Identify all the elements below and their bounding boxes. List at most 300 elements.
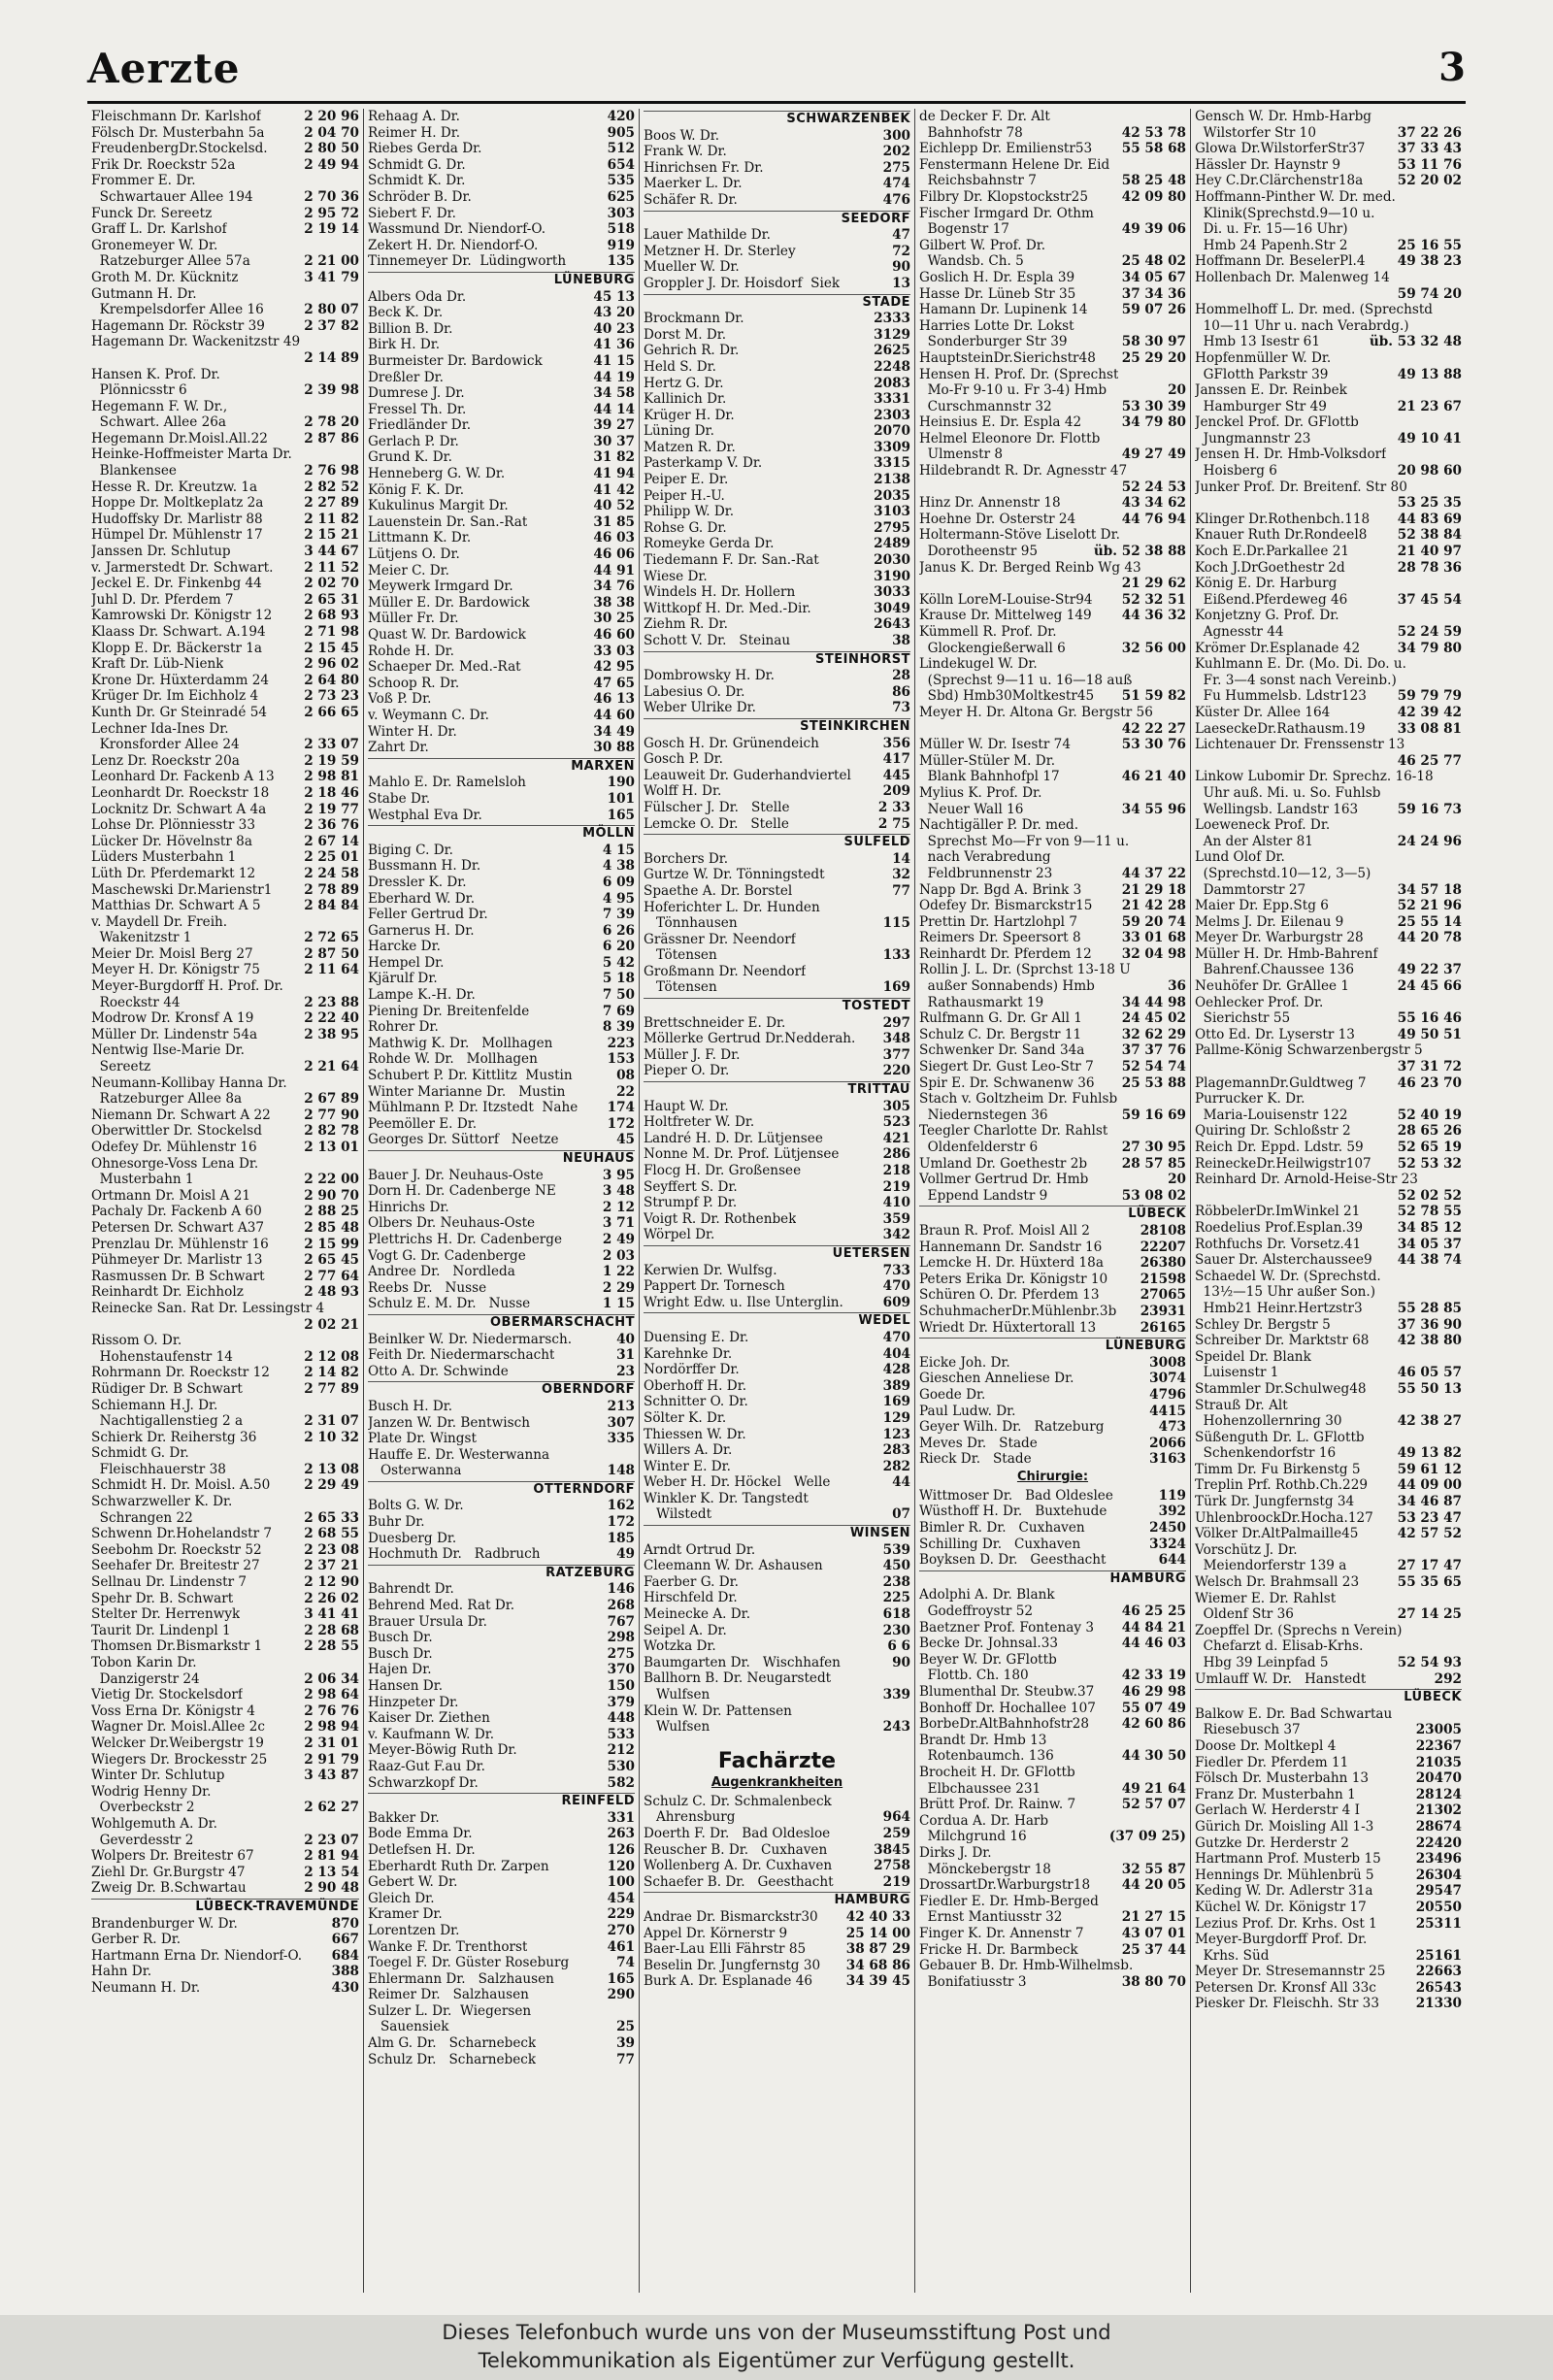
- listing-name: Hinz Dr. Annenstr 18: [919, 495, 1061, 512]
- listing-row: [91, 1510, 359, 1527]
- listing-name: Hmb21 Heinr.Hertzstr3: [1195, 1300, 1363, 1316]
- listing-row: [919, 1845, 1186, 1862]
- listing-number: 2 13 08: [304, 1461, 359, 1477]
- listing-number: 52 38 84: [1397, 527, 1462, 544]
- listing-name: Melms J. Dr. Eilenau 9: [1195, 913, 1344, 930]
- listing-number: [1182, 1958, 1186, 1974]
- listing-name: Rohrer Dr.: [368, 1019, 439, 1036]
- listing-row: [1195, 1333, 1462, 1349]
- archive-notice: [0, 2315, 1553, 2380]
- listing-name: Schwenn Dr.Hohelandstr 7: [91, 1526, 273, 1542]
- listing-row: [644, 1179, 910, 1196]
- listing-row: [644, 391, 910, 408]
- listing-number: 22: [616, 1083, 635, 1100]
- listing-number: [1458, 737, 1462, 753]
- listing-name: Wulfsen: [644, 1687, 710, 1702]
- listing-row: [1195, 576, 1462, 592]
- listing-number: 34 57 18: [1397, 881, 1462, 898]
- city-heading: LÜNEBURG: [368, 272, 635, 289]
- listing-row: [644, 1459, 910, 1475]
- listing-number: 238: [882, 1573, 910, 1590]
- listing-number: 512: [607, 141, 635, 157]
- listing-row: [91, 834, 359, 850]
- listing-number: 42 53 78: [1121, 124, 1186, 141]
- listing-name: Wotzka Dr.: [644, 1638, 716, 1655]
- listing-number: 28: [892, 668, 910, 684]
- listing-number: 533: [607, 1726, 635, 1742]
- listing-row: [368, 1447, 635, 1464]
- page-header: [87, 43, 1466, 104]
- listing-row: [91, 189, 359, 206]
- listing-name: Bahrenf.Chaussee 136: [1195, 962, 1354, 978]
- listing-number: 4 38: [602, 858, 635, 875]
- listing-name: Blank Bahnhofpl 17: [919, 769, 1060, 785]
- listing-name: Wittkopf H. Dr. Med.-Dir.: [644, 600, 811, 616]
- listing-number: 454: [607, 1890, 635, 1906]
- listing-row: [1195, 1445, 1462, 1462]
- listing-number: 667: [331, 1932, 359, 1948]
- listing-number: 2 80 50: [304, 141, 359, 157]
- listing-name: Odefey Dr. Bismarckstr15: [919, 898, 1093, 914]
- listing-row: [91, 1091, 359, 1107]
- listing-name: Flottb. Ch. 180: [919, 1668, 1029, 1684]
- listing-row: [1195, 1204, 1462, 1220]
- listing-row: [91, 898, 359, 914]
- listing-row: [91, 849, 359, 866]
- listing-number: 08: [616, 1068, 635, 1084]
- listing-number: [355, 173, 359, 189]
- listing-name: Feller Gertrud Dr.: [368, 907, 488, 923]
- listing-number: 212: [607, 1742, 635, 1759]
- listing-number: [1182, 109, 1186, 125]
- listing-number: [1458, 1398, 1462, 1414]
- listing-number: 32 04 98: [1121, 945, 1186, 962]
- listing-number: 53 25 35: [1397, 495, 1462, 512]
- listing-number: 40: [616, 1331, 635, 1347]
- listing-number: [1458, 206, 1462, 222]
- listing-number: 3163: [1149, 1451, 1186, 1468]
- listing-number: 49: [616, 1546, 635, 1563]
- listing-row: [1195, 1381, 1462, 1398]
- listing-name: Hennings Dr. Mühlenbrü 5: [1195, 1867, 1374, 1883]
- listing-number: 3 41 79: [304, 269, 359, 285]
- listing-row: [644, 1506, 910, 1523]
- directory-column-4: [914, 109, 1190, 2293]
- listing-number: 20550: [1415, 1899, 1462, 1915]
- listing-row: [91, 1140, 359, 1156]
- listing-number: 49 10 41: [1397, 430, 1462, 446]
- listing-name: Schmidt K. Dr.: [368, 173, 466, 189]
- listing-number: [1182, 367, 1186, 383]
- listing-name: Fleischmann Dr. Karlshof: [91, 109, 261, 124]
- listing-number: 73: [892, 700, 910, 716]
- listing-row: [91, 688, 359, 705]
- listing-number: [1182, 157, 1186, 174]
- listing-name: Seehafer Dr. Breitestr 27: [91, 1558, 260, 1574]
- listing-name: Janssen Dr. Schlutup: [91, 544, 231, 560]
- listing-name: Gürich Dr. Moisling All 1-3: [1195, 1818, 1374, 1835]
- listing-number: [1182, 1652, 1186, 1669]
- listing-row: [91, 1655, 359, 1671]
- listing-name: Boos W. Dr.: [644, 127, 720, 144]
- listing-name: Balkow E. Dr. Bad Schwartau: [1195, 1705, 1393, 1722]
- listing-name: Plettrichs H. Dr. Cadenberge: [368, 1231, 563, 1247]
- listing-number: 2 27 89: [304, 495, 359, 512]
- listing-row: [919, 350, 1186, 367]
- listing-number: 7 50: [602, 987, 635, 1004]
- listing-number: 90: [892, 1654, 910, 1670]
- listing-number: 43 34 62: [1121, 495, 1186, 512]
- listing-number: [355, 914, 359, 931]
- listing-row: [919, 769, 1186, 785]
- listing-name: Sprechst Mo—Fr von 9—11 u.: [919, 833, 1130, 849]
- listing-number: 3190: [874, 568, 910, 584]
- listing-row: [91, 753, 359, 770]
- listing-row: [644, 1590, 910, 1606]
- listing-name: Bonhoff Dr. Hochallee 107: [919, 1700, 1096, 1716]
- listing-row: [1195, 1542, 1462, 1559]
- listing-number: 123: [882, 1426, 910, 1442]
- listing-name: Treplin Prf. Rothb.Ch.229: [1195, 1477, 1368, 1494]
- listing-number: 174: [607, 1100, 635, 1116]
- listing-row: [91, 1172, 359, 1188]
- listing-number: 150: [607, 1678, 635, 1694]
- listing-row: [91, 1623, 359, 1639]
- listing-row: [919, 1419, 1186, 1436]
- listing-name: Dombrowsky H. Dr.: [644, 668, 775, 684]
- listing-name: Tiedemann F. Dr. San.-Rat: [644, 552, 819, 569]
- listing-number: [1458, 1542, 1462, 1559]
- listing-number: 58 25 48: [1121, 173, 1186, 189]
- listing-number: 148: [607, 1463, 635, 1479]
- listing-number: 286: [882, 1146, 910, 1163]
- listing-number: 52 40 19: [1397, 1107, 1462, 1123]
- listing-name: Ulmenstr 8: [919, 446, 1004, 463]
- listing-number: 2795: [874, 519, 910, 536]
- listing-name: Meyer-Böwig Ruth Dr.: [368, 1742, 517, 1759]
- listing-row: [91, 446, 359, 463]
- listing-row: [919, 1504, 1186, 1520]
- listing-name: Beyer W. Dr. GFlottb: [919, 1651, 1057, 1668]
- listing-name: Hmb 24 Papenh.Str 2: [1195, 237, 1348, 253]
- listing-name: Sbd) Hmb30Moltkestr45: [919, 688, 1095, 705]
- listing-name: Napp Dr. Bgd A. Brink 3: [919, 881, 1082, 898]
- listing-number: 445: [882, 767, 910, 783]
- listing-name: Gurtze W. Dr. Tönningstedt: [644, 867, 825, 883]
- listing-row: [91, 1848, 359, 1865]
- listing-number: 6 09: [602, 874, 635, 890]
- listing-row: [368, 1280, 635, 1297]
- listing-row: [1195, 898, 1462, 914]
- listing-row: [644, 900, 910, 916]
- listing-row: [368, 253, 635, 270]
- listing-number: [1182, 1845, 1186, 1862]
- listing-name: Stelter Dr. Herrenwyk: [91, 1606, 241, 1623]
- listing-name: Hollenbach Dr. Malenweg 14: [1195, 269, 1390, 285]
- listing-number: 2 19 14: [304, 221, 359, 238]
- listing-number: 49 13 88: [1397, 366, 1462, 382]
- listing-number: 27 14 25: [1397, 1606, 1462, 1623]
- listing-row: [368, 1646, 635, 1663]
- listing-row: [919, 753, 1186, 770]
- listing-number: 2 98 64: [304, 1687, 359, 1703]
- listing-name: Eberhardt Ruth Dr. Zarpen: [368, 1858, 549, 1874]
- listing-name: Hoffmann Dr. BeselerPl.4: [1195, 253, 1366, 270]
- listing-name: Rohde W. Dr. Mollhagen: [368, 1051, 538, 1068]
- listing-number: 21 29 18: [1121, 881, 1186, 898]
- listing-name: Welcker Dr.Weibergstr 19: [91, 1735, 264, 1751]
- listing-row: [644, 1195, 910, 1211]
- listing-name: Reimer H. Dr.: [368, 124, 461, 141]
- listing-number: 964: [882, 1809, 910, 1826]
- listing-row: [1195, 1059, 1462, 1075]
- listing-name: Hey C.Dr.Clärchenstr18a: [1195, 173, 1364, 189]
- listing-row: [919, 1010, 1186, 1027]
- listing-number: 100: [607, 1874, 635, 1891]
- listing-number: [1458, 576, 1462, 592]
- listing-row: [1195, 399, 1462, 415]
- listing-row: [644, 601, 910, 617]
- listing-number: 2 13 54: [304, 1864, 359, 1880]
- listing-number: 72: [892, 243, 910, 259]
- listing-number: 23931: [1140, 1303, 1186, 1319]
- listing-number: 49 21 64: [1121, 1780, 1186, 1797]
- listing-name: Cleemann W. Dr. Ashausen: [644, 1558, 823, 1574]
- listing-number: 3008: [1149, 1354, 1186, 1371]
- listing-name: Gensch W. Dr. Hmb-Harbg: [1195, 109, 1372, 124]
- listing-name: Kraft Dr. Lüb-Nienk: [91, 656, 224, 673]
- city-heading: LÜBECK-TRAVEMÜNDE: [91, 1899, 359, 1916]
- listing-number: 40 23: [593, 320, 635, 337]
- listing-row: [1195, 382, 1462, 399]
- listing-row: [644, 144, 910, 160]
- listing-number: [1458, 318, 1462, 335]
- listing-row: [1195, 624, 1462, 641]
- listing-number: 22663: [1415, 1964, 1462, 1980]
- listing-row: [368, 514, 635, 531]
- listing-row: [1195, 1317, 1462, 1334]
- listing-name: Riebes Gerda Dr.: [368, 141, 482, 157]
- listing-number: 618: [882, 1606, 910, 1623]
- listing-row: [1195, 1638, 1462, 1655]
- listing-row: [1195, 1770, 1462, 1787]
- listing-name: Faerber G. Dr.: [644, 1573, 739, 1590]
- listing-number: 473: [1158, 1419, 1186, 1436]
- listing-row: [368, 1874, 635, 1891]
- listing-number: 209: [882, 783, 910, 800]
- listing-name: Uhr auß. Mi. u. So. Fuhlsb: [1195, 784, 1381, 801]
- listing-row: [91, 350, 359, 367]
- listing-name: Eppend Landstr 9: [919, 1187, 1048, 1204]
- listing-row: [368, 434, 635, 450]
- listing-name: Knauer Ruth Dr.Rondeel8: [1195, 527, 1368, 544]
- listing-number: 229: [607, 1906, 635, 1923]
- listing-name: Wassmund Dr. Niendorf-O.: [368, 221, 546, 238]
- listing-name: Spehr Dr. B. Schwart: [91, 1590, 234, 1606]
- listing-row: [1195, 1365, 1462, 1381]
- listing-name: Fressel Th. Dr.: [368, 401, 467, 417]
- listing-number: 115: [882, 915, 910, 932]
- listing-row: [91, 1719, 359, 1735]
- listing-row: [919, 157, 1186, 174]
- listing-row: [1195, 688, 1462, 705]
- listing-number: [1182, 817, 1186, 834]
- listing-row: [919, 914, 1186, 931]
- listing-name: Meywerk Irmgard Dr.: [368, 578, 513, 595]
- listing-number: 86: [892, 683, 910, 700]
- listing-row: [644, 1909, 910, 1926]
- listing-row: [644, 1263, 910, 1279]
- listing-name: Behrend Med. Rat Dr.: [368, 1598, 515, 1614]
- listing-row: [368, 1019, 635, 1036]
- listing-number: [1458, 1349, 1462, 1366]
- listing-row: [919, 1537, 1186, 1553]
- listing-name: Oldenfelderstr 6: [919, 1140, 1039, 1155]
- listing-row: [91, 1107, 359, 1124]
- listing-row: [1195, 673, 1462, 689]
- listing-row: [644, 504, 910, 520]
- listing-number: [1458, 1591, 1462, 1607]
- listing-row: [1195, 495, 1462, 512]
- listing-row: [644, 1973, 910, 1990]
- listing-row: [91, 253, 359, 270]
- listing-row: [368, 691, 635, 708]
- listing-number: 2 98 94: [304, 1719, 359, 1735]
- listing-name: Bauer J. Dr. Neuhaus-Oste: [368, 1167, 544, 1183]
- listing-name: Prettin Dr. Hartzlohpl 7: [919, 913, 1077, 930]
- listing-name: Hamburger Str 49: [1195, 398, 1327, 414]
- listing-name: Piening Dr. Breitenfelde: [368, 1003, 530, 1019]
- listing-number: 33 03: [593, 643, 635, 659]
- listing-row: [919, 253, 1186, 270]
- listing-row: [644, 1670, 910, 1687]
- listing-name: Luisenstr 1: [1195, 1365, 1279, 1381]
- listing-name: Meyer H. Dr. Altona Gr. Bergstr 56: [919, 704, 1153, 720]
- listing-row: [644, 1655, 910, 1671]
- listing-name: Maier Dr. Epp.Stg 6: [1195, 898, 1329, 914]
- listing-name: Musterbahn 1: [91, 1172, 194, 1188]
- listing-name: Sauensiek: [368, 2019, 449, 2035]
- city-heading: HAMBURG: [919, 1570, 1186, 1588]
- listing-row: [368, 1364, 635, 1380]
- listing-row: [1195, 656, 1462, 673]
- listing-name: Krhs. Süd: [1195, 1947, 1270, 1964]
- listing-number: 2 12: [602, 1199, 635, 1215]
- listing-number: 223: [607, 1035, 635, 1051]
- city-heading: RATZEBURG: [368, 1565, 635, 1582]
- listing-number: 230: [882, 1622, 910, 1638]
- listing-name: Rulfmann G. Dr. Gr All 1: [919, 1010, 1082, 1027]
- listing-row: [91, 206, 359, 222]
- listing-number: [355, 1075, 359, 1092]
- listing-name: Schulz C. Dr. Bergstr 11: [919, 1026, 1082, 1042]
- listing-row: [919, 446, 1186, 463]
- listing-number: 46 03: [593, 530, 635, 546]
- listing-name: Lenz Dr. Roeckstr 20a: [91, 752, 240, 769]
- listing-row: [91, 1237, 359, 1253]
- listing-name: Dorst M. Dr.: [644, 326, 727, 343]
- listing-row: [368, 1132, 635, 1148]
- listing-name: Völker Dr.AltPalmaille45: [1195, 1526, 1359, 1542]
- listing-row: [919, 802, 1186, 818]
- listing-name: Meyer H. Dr. Königstr 75: [91, 962, 260, 978]
- listing-name: Stammler Dr.Schulweg48: [1195, 1380, 1367, 1397]
- listing-name: Winkler K. Dr. Tangstedt: [644, 1490, 809, 1506]
- listing-row: [368, 1810, 635, 1827]
- listing-number: 342: [882, 1227, 910, 1243]
- listing-row: [91, 1010, 359, 1027]
- listing-name: Doerth F. Dr. Bad Oldesloe: [644, 1825, 831, 1841]
- listing-name: Meyer-Burgdorff H. Prof. Dr.: [91, 978, 283, 995]
- listing-number: 30 25: [593, 611, 635, 627]
- listing-name: Rehaag A. Dr.: [368, 109, 460, 124]
- listing-name: Rissom O. Dr.: [91, 1333, 182, 1349]
- listing-number: 2 19 77: [304, 801, 359, 817]
- listing-number: 34 05 67: [1121, 269, 1186, 285]
- listing-number: 2 12 90: [304, 1574, 359, 1591]
- listing-name: Nachtigäller P. Dr. med.: [919, 817, 1079, 834]
- listing-row: [644, 1638, 910, 1655]
- listing-name: Beck K. Dr.: [368, 305, 444, 321]
- listing-name: Sellnau Dr. Lindenstr 7: [91, 1574, 248, 1591]
- listing-row: [644, 1031, 910, 1047]
- listing-number: [1458, 1284, 1462, 1301]
- listing-row: [91, 802, 359, 818]
- listing-name: Kronsforder Allee 24: [91, 737, 240, 753]
- listing-row: [919, 930, 1186, 946]
- listing-number: 39: [616, 2035, 635, 2052]
- listing-row: [91, 1252, 359, 1269]
- listing-name: Spir E. Dr. Schwanenw 36: [919, 1074, 1095, 1091]
- listing-number: 2 70 36: [304, 188, 359, 205]
- listing-number: 2 78 20: [304, 414, 359, 431]
- listing-number: [355, 1445, 359, 1462]
- listing-name: Otto A. Dr. Schwinde: [368, 1363, 509, 1379]
- listing-row: [919, 221, 1186, 238]
- listing-name: Reuscher B. Dr. Cuxhaven: [644, 1841, 828, 1858]
- listing-name: Busch Dr.: [368, 1645, 433, 1662]
- listing-number: 2333: [874, 311, 910, 327]
- listing-name: Bonifatiusstr 3: [919, 1973, 1027, 1990]
- listing-number: [355, 978, 359, 995]
- listing-number: [907, 1491, 910, 1507]
- listing-row: [368, 659, 635, 676]
- listing-number: 44 60: [593, 707, 635, 723]
- listing-number: 146: [607, 1581, 635, 1598]
- listing-name: DrossartDr.Warburgstr18: [919, 1877, 1091, 1894]
- listing-row: [919, 1813, 1186, 1830]
- listing-name: Gerlach P. Dr.: [368, 433, 459, 449]
- listing-row: [91, 560, 359, 577]
- listing-number: 2 76 98: [304, 463, 359, 479]
- listing-number: 55 50 13: [1397, 1380, 1462, 1397]
- listing-number: [1182, 206, 1186, 222]
- listing-number: 2 65 33: [304, 1509, 359, 1526]
- listing-number: 26304: [1415, 1867, 1462, 1883]
- listing-row: [1195, 414, 1462, 431]
- listing-name: Krüger Dr. Im Eichholz 4: [91, 688, 259, 705]
- listing-number: 450: [882, 1558, 910, 1574]
- listing-row: [919, 1862, 1186, 1878]
- listing-row: [1195, 866, 1462, 882]
- listing-row: [368, 1200, 635, 1216]
- listing-name: Rollin J. L. Dr. (Sprchst 13-18 U: [919, 962, 1131, 978]
- listing-number: 169: [882, 1394, 910, 1410]
- listing-number: 2 11 52: [304, 559, 359, 576]
- listing-row: [1195, 431, 1462, 447]
- listing-number: [1458, 109, 1462, 125]
- listing-row: [644, 1926, 910, 1942]
